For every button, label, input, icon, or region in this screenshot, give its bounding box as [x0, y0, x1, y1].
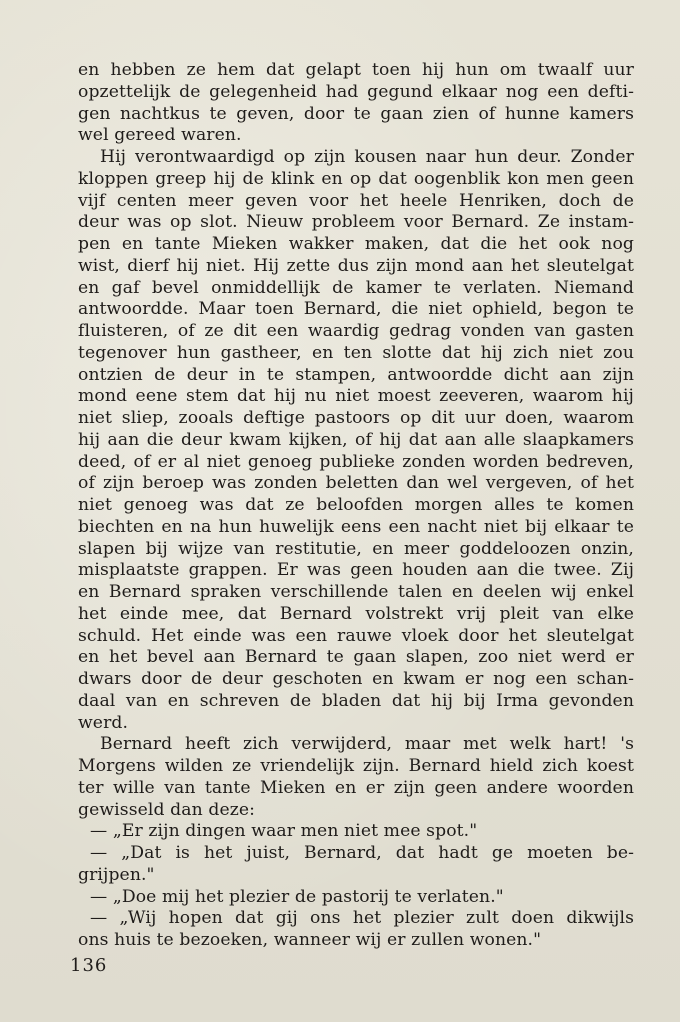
text-line: kloppen greep hij de klink en op dat oogenblik kon men geen: [78, 168, 634, 189]
text-line: wel gereed waren.: [78, 125, 242, 146]
text-line: vijf centen meer geven voor het heele Henriken, doch de: [78, 190, 634, 211]
text-line: fluisteren, of ze dit een waardig gedrag vonden van gasten: [78, 321, 634, 341]
text-line: opzettelijk de gelegenheid had gegund elkaar nog een defti-: [78, 81, 634, 102]
text-line: schuld. Het einde was een rauwe vloek door het sleutelgat: [78, 625, 634, 646]
text-line: werd.: [78, 712, 129, 733]
text-line: antwoordde. Maar toen Bernard, die niet ophield, begon te: [78, 299, 634, 320]
text-line: deur was op slot. Nieuw probleem voor Bernard. Ze instam-: [78, 212, 634, 233]
text-line: biechten en na hun huwelijk eens een nacht niet bij elkaar te: [78, 516, 634, 537]
page-number: 136: [70, 955, 108, 976]
text-line: daal van en schreven de bladen dat hij bij Irma gevonden: [78, 690, 634, 711]
text-line: en het bevel aan Bernard te gaan slapen, zoo niet werd er: [78, 647, 634, 668]
text-line: gen nachtkus te geven, door te gaan zien of hunne kamers: [78, 103, 634, 124]
text-line: — „Wij hopen dat gij ons het plezier zult doen dikwijls: [90, 908, 634, 929]
text-line: het einde mee, dat Bernard volstrekt vrij pleit van elke: [78, 603, 634, 624]
text-line: wist, dierf hij niet. Hij zette dus zijn mond aan het sleutelgat: [78, 255, 634, 276]
text-line: niet genoeg was dat ze beloofden morgen alles te komen: [78, 495, 634, 515]
text-line: — „Dat is het juist, Bernard, dat hadt ge moeten be-: [90, 843, 634, 863]
text-line: en gaf bevel onmiddellijk de kamer te verlaten. Niemand: [78, 277, 634, 298]
text-line: en hebben ze hem dat gelapt toen hij hun om twaalf uur: [78, 60, 634, 80]
text-line: deed, of er al niet genoeg publieke zonden worden bedreven,: [78, 451, 634, 472]
body-text: [78, 60, 634, 952]
text-line: Morgens wilden ze vriendelijk zijn. Bernard hield zich koest: [78, 756, 634, 776]
text-line: of zijn beroep was zonden beletten dan wel vergeven, of het: [78, 473, 634, 494]
text-line: hij aan die deur kwam kijken, of hij dat aan alle slaapkamers: [78, 429, 634, 450]
text-line: en Bernard spraken verschillende talen en deelen wij enkel: [78, 582, 634, 602]
text-line: pen en tante Mieken wakker maken, dat die het ook nog: [78, 234, 634, 254]
text-line: — „Doe mij het plezier de pastorij te verlaten.": [90, 886, 504, 907]
text-line: ons huis te bezoeken, wanneer wij er zullen wonen.": [78, 930, 542, 950]
text-line: misplaatste grappen. Er was geen houden aan die twee. Zij: [78, 560, 634, 581]
text-line: gewisseld dan deze:: [78, 799, 256, 820]
text-line: niet sliep, zooals deftige pastoors op dit uur doen, waarom: [78, 408, 634, 428]
text-line: Hij verontwaardigd op zijn kousen naar hun deur. Zonder: [100, 147, 634, 167]
text-line: — „Er zijn dingen waar men niet mee spot.": [90, 821, 478, 842]
text-line: tegenover hun gastheer, en ten slotte dat hij zich niet zou: [78, 342, 634, 363]
text-line: ontzien de deur in te stampen, antwoordde dicht aan zijn: [78, 364, 634, 385]
text-line: grijpen.": [78, 864, 155, 885]
text-line: ter wille van tante Mieken en er zijn geen andere woorden: [78, 777, 634, 798]
text-line: dwars door de deur geschoten en kwam er nog een schan-: [78, 669, 634, 689]
text-line: slapen bij wijze van restitutie, en meer goddeloozen onzin,: [78, 538, 634, 559]
text-line: mond eene stem dat hij nu niet moest zeeveren, waarom hij: [78, 386, 634, 407]
text-line: Bernard heeft zich verwijderd, maar met welk hart! 's: [100, 734, 634, 755]
